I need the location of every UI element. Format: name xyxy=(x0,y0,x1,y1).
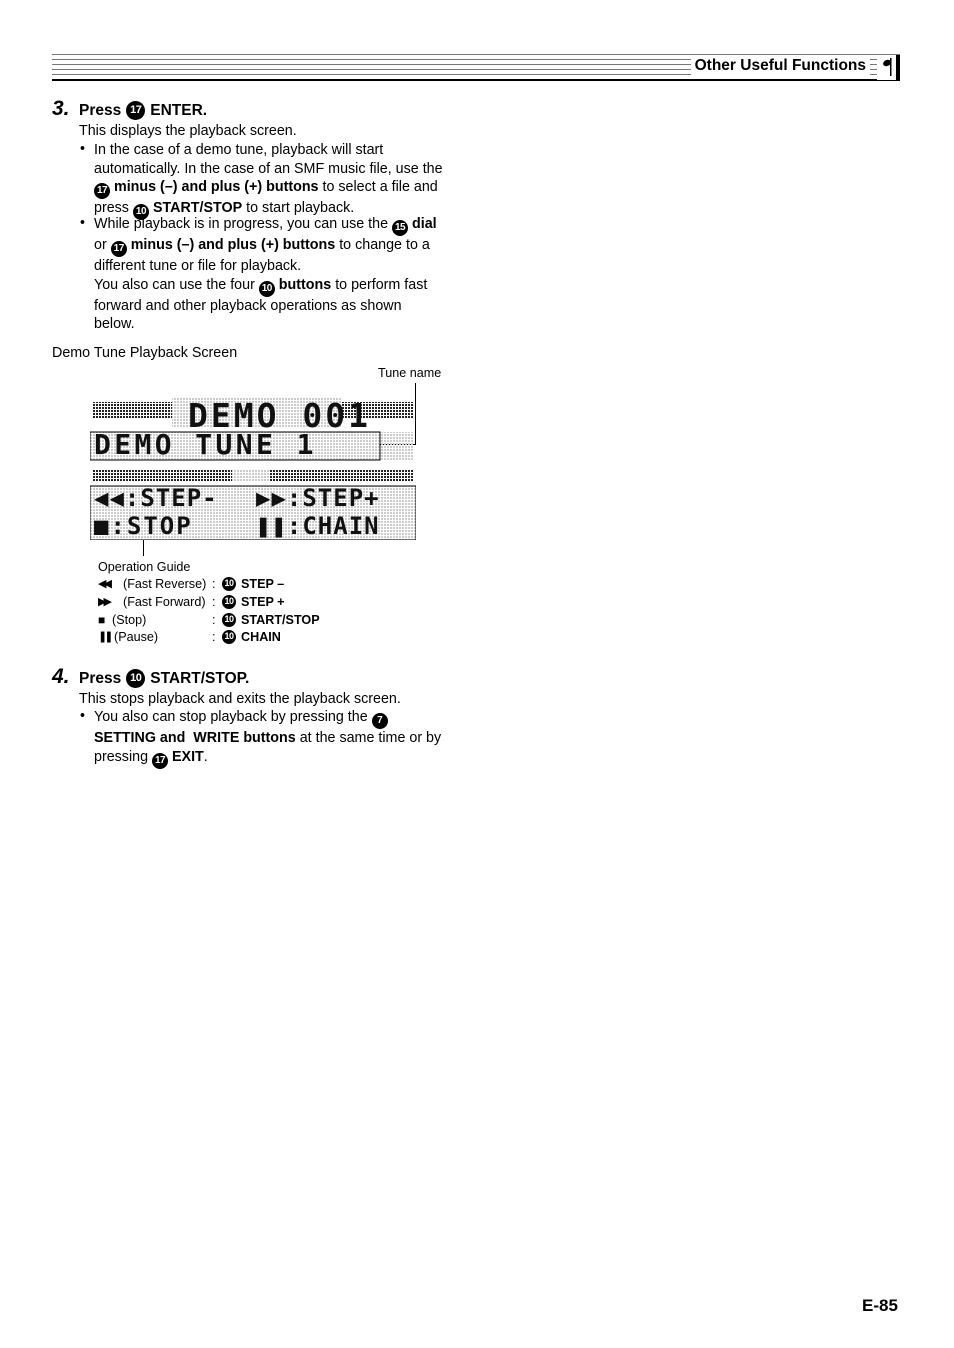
figure-caption: Demo Tune Playback Screen xyxy=(52,345,238,361)
button-number-badge: 15 xyxy=(392,220,408,236)
guide-row-fast-reverse: ◀◀ (Fast Reverse) : 10 STEP – xyxy=(98,576,285,591)
lcd-display xyxy=(90,398,416,540)
button-number-badge: 17 xyxy=(111,241,127,257)
step-3-bullet-1: In the case of a demo tune, playback will start automatically. In the case of an SMF music file, use the 17 minus (–) and plus (+) buttons to select a file and press 10 START/STOP to start playback. xyxy=(94,141,464,220)
step-3-intro: This displays the playback screen. xyxy=(79,123,297,139)
button-number-badge: 10 xyxy=(222,577,236,591)
lcd-row-3-left: ◀◀:STEP- xyxy=(94,484,218,512)
music-note-icon xyxy=(877,55,901,80)
step-3-number: 3. xyxy=(52,97,70,120)
pause-icon: ❚❚ xyxy=(98,631,111,643)
lcd-row-3-right: ▶▶:STEP+ xyxy=(256,484,380,512)
lcd-row-4-right: ❚❚:CHAIN xyxy=(256,512,380,540)
button-number-badge: 17 xyxy=(126,101,145,120)
stop-icon: ■ xyxy=(98,612,106,627)
step-3-bullet-2: While playback is in progress, you can use the 15 dial or 17 minus (–) and plus (+) buttons to change to a different tune or file for playback. You also can use the four 10 buttons to perform fast forward and other playback operations as shown below. xyxy=(94,216,437,333)
step-3-heading: Press 17 ENTER. xyxy=(79,101,208,119)
step-4-intro: This stops playback and exits the playback screen. xyxy=(79,691,401,707)
fast-forward-icon: ▶▶ xyxy=(98,596,109,608)
guide-row-pause: ❚❚ (Pause) : 10 CHAIN xyxy=(98,629,281,644)
button-number-badge: 10 xyxy=(259,281,275,297)
operation-guide-title: Operation Guide xyxy=(98,560,191,574)
button-number-badge: 10 xyxy=(133,204,149,220)
lcd-row-1: DEMO 001 xyxy=(188,396,371,435)
button-number-badge: 10 xyxy=(222,595,236,609)
section-title: Other Useful Functions xyxy=(691,57,870,75)
step-4-bullet-1: You also can stop playback by pressing the 7 SETTING and WRITE buttons at the same time or by pressing 17 EXIT. xyxy=(94,708,464,769)
button-number-badge: 10 xyxy=(222,613,236,627)
button-number-badge: 17 xyxy=(152,753,168,769)
step-4-number: 4. xyxy=(52,665,70,688)
guide-row-fast-forward: ▶▶ (Fast Forward) : 10 STEP + xyxy=(98,594,285,609)
lcd-row-2: DEMO TUNE 1 xyxy=(94,428,317,461)
bullet-dot: • xyxy=(80,141,86,157)
tune-name-callout: Tune name xyxy=(378,366,442,380)
callout-line xyxy=(143,540,144,556)
button-number-badge: 17 xyxy=(94,183,110,199)
bullet-dot: • xyxy=(80,215,86,231)
button-number-badge: 7 xyxy=(372,713,388,729)
button-number-badge: 10 xyxy=(126,669,145,688)
fast-reverse-icon: ◀◀ xyxy=(98,578,109,590)
lcd-row-4-left: ■:STOP xyxy=(94,512,193,540)
step-4-heading: Press 10 START/STOP. xyxy=(79,669,250,687)
button-number-badge: 10 xyxy=(222,630,236,644)
bullet-dot: • xyxy=(80,708,86,724)
page-number: E-85 xyxy=(862,1296,898,1315)
guide-row-stop: ■ (Stop) : 10 START/STOP xyxy=(98,612,320,627)
